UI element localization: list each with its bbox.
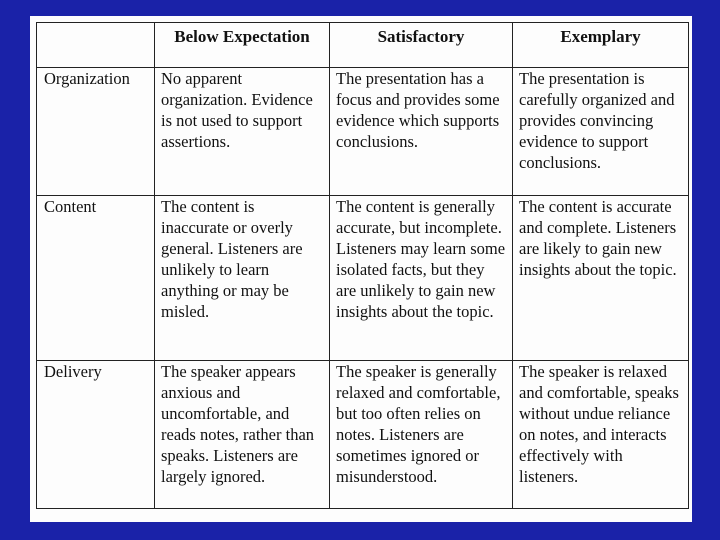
table-row [37,196,689,361]
header-exemplary: Exemplary [513,23,689,68]
cell-organization-exemplary: The presentation is carefully organized and provides convincing evidence to support conclusions. [513,68,689,196]
row-label-delivery: Delivery [37,361,155,509]
header-below-expectation: Below Expectation [155,23,330,68]
cell-organization-satisfactory: The presentation has a focus and provides some evidence which supports conclusions. [330,68,513,196]
cell-content-below: The content is inaccurate or overly general. Listeners are unlikely to learn anything or may be misled. [155,196,330,361]
cell-content-satisfactory: The content is generally accurate, but incomplete. Listeners may learn some isolated facts, but they are unlikely to gain new insights about the topic. [330,196,513,361]
row-label-content: Content [37,196,155,361]
table-row [37,68,689,196]
header-satisfactory: Satisfactory [330,23,513,68]
header-corner-cell [37,23,155,68]
rubric-table [36,22,689,509]
header-row [37,23,689,68]
cell-delivery-below: The speaker appears anxious and uncomfortable, and reads notes, rather than speaks. Listeners are largely ignored. [155,361,330,509]
table-row [37,361,689,509]
row-label-organization: Organization [37,68,155,196]
cell-organization-below: No apparent organization. Evidence is not used to support assertions. [155,68,330,196]
cell-content-exemplary: The content is accurate and complete. Listeners are likely to gain new insights about the topic. [513,196,689,361]
cell-delivery-exemplary: The speaker is relaxed and comfortable, speaks without undue reliance on notes, and interacts effectively with listeners. [513,361,689,509]
scanned-rubric-page [30,16,692,522]
cell-delivery-satisfactory: The speaker is generally relaxed and comfortable, but too often relies on notes. Listeners are sometimes ignored or misunderstood. [330,361,513,509]
